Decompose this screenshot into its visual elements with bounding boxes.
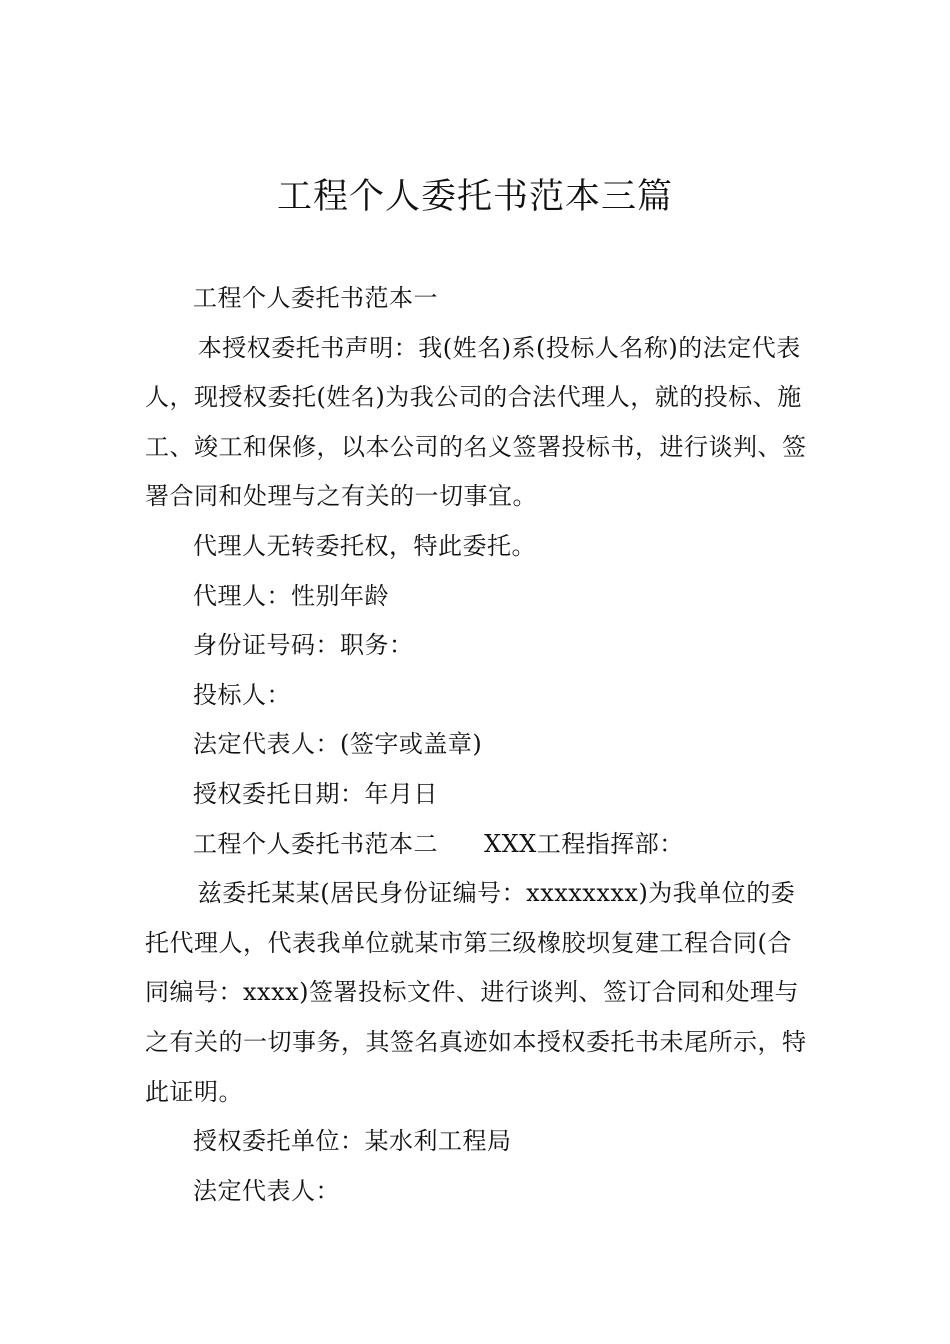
addressee: XXX工程指挥部： <box>484 829 684 858</box>
paragraph-entrustment: 兹委托某某(居民身份证编号：xxxxxxxx)为我单位的委托代理人，代表我单位就某市第三级橡胶坝复建工程合同(合同编号：xxxx)签署投标文件、进行谈判、签订合同和处理与之有关的一切事务，其签名真迹如本授权委托书未尾所示，特此证明。 <box>145 879 807 1106</box>
section-heading-sample-2-line <box>145 820 810 870</box>
section-heading-sample-2: 工程个人委托书范本二 <box>193 829 438 858</box>
document-title: 工程个人委托书范本三篇 <box>276 177 673 217</box>
paragraph-no-subdelegation: 代理人无转委托权，特此委托。 <box>193 531 536 560</box>
field-bidder: 投标人： <box>193 680 291 709</box>
field-id-number: 身份证号码：职务： <box>193 631 414 660</box>
field-agent: 代理人：性别年龄 <box>193 581 389 610</box>
field-legal-representative: 法定代表人：(签字或盖章) <box>193 730 483 759</box>
paragraph-declaration: 本授权委托书声明：我(姓名)系(投标人名称)的法定代表人，现授权委托(姓名)为我公司的合法代理人，就的投标、施工、竣工和保修，以本公司的名义签署投标书，进行谈判、签署合同和处理与之有关的一切事宜。 <box>145 333 807 511</box>
section-heading-sample-1: 工程个人委托书范本一 <box>193 284 438 312</box>
field-entrusting-unit: 授权委托单位：某水利工程局 <box>193 1127 512 1156</box>
field-legal-representative-2: 法定代表人： <box>193 1176 340 1205</box>
document-body <box>145 274 810 1216</box>
field-authorization-date: 授权委托日期：年月日 <box>193 779 438 808</box>
